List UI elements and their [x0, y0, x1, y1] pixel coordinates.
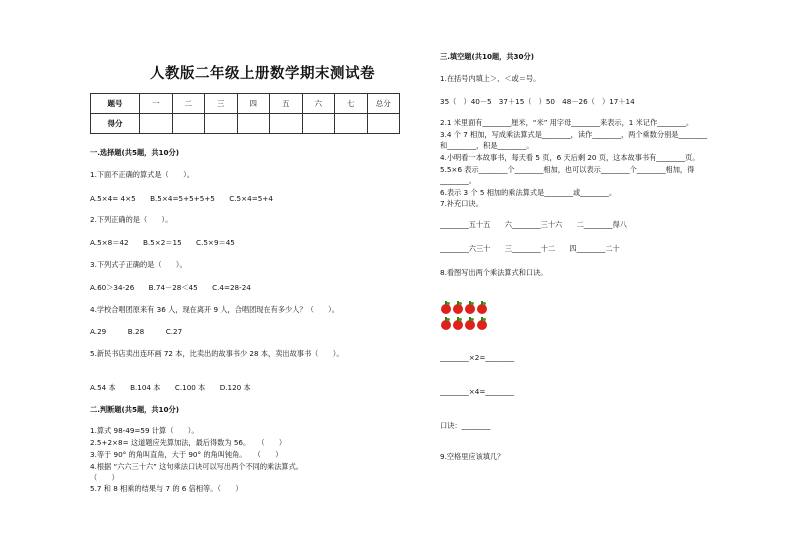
section-heading: 三.填空题(共10题，共30分) — [440, 52, 534, 61]
score-cell: 总分 — [367, 94, 400, 114]
koujue-row: ________五十五 六________三十六 二________得八 — [440, 220, 627, 229]
fill-item: 6.表示 3 个 5 相加的乘法算式是________或________。 — [440, 188, 617, 197]
score-blank — [237, 114, 270, 134]
score-cell: 三 — [205, 94, 238, 114]
koujue-blank: 口诀：________ — [440, 421, 491, 430]
equation-blank: ________×2=________ — [440, 353, 515, 362]
question-options: A.29 B.28 C.27 — [90, 327, 183, 336]
section-heading: 二.判断题(共5题，共10分) — [90, 405, 179, 414]
score-cell: 得分 — [91, 114, 140, 134]
apple-icon — [453, 320, 463, 330]
score-blank — [302, 114, 335, 134]
score-cell: 六 — [302, 94, 335, 114]
score-cell: 四 — [237, 94, 270, 114]
fill-item: 和________，积是________。 — [440, 141, 534, 150]
question-options: A.60＞34-26 B.74－28＜45 C.4=28-24 — [90, 283, 251, 292]
question-text: 4.学校合唱团原来有 36 人，现在离开 9 人，合唱团现在有多少人？（ ）。 — [90, 305, 339, 314]
apple-icon — [441, 320, 451, 330]
question-text: 1.下面不正确的算式是（ ）。 — [90, 170, 194, 179]
apple-icon — [477, 304, 487, 314]
judge-item: （ ） — [90, 473, 119, 482]
judge-item: 1.算式 98-49=59 计算（ ）。 — [90, 426, 199, 435]
judge-item: 3.等于 90° 的角叫直角，大于 90° 的角叫钝角。 （ ） — [90, 450, 283, 459]
koujue-row: ________六三十 三________十二 四________二十 — [440, 244, 620, 253]
question-options: A.5×4= 4×5 B.5×4=5+5+5+5 C.5×4=5+4 — [90, 194, 273, 203]
apple-icon — [453, 304, 463, 314]
score-blank — [270, 114, 303, 134]
fill-item: 9.空格里应该填几？ — [440, 452, 505, 461]
judge-item: 5.7 和 8 相乘的结果与 7 的 6 倍相等。（ ） — [90, 484, 243, 493]
apple-icon — [465, 304, 475, 314]
judge-item: 4.根据 “六六三十六” 这句乘法口诀可以写出两个不同的乘法算式。 — [90, 462, 303, 471]
fill-item: 3.4 个 7 相加，写成乘法算式是________，读作________，两个乘数分别是________ — [440, 130, 708, 139]
fill-item: 7.补充口诀。 — [440, 199, 483, 208]
fill-item: 2.1 米里面有________厘米，“米” 用字母________来表示，1 米记作________。 — [440, 118, 694, 127]
question-options: A.5×8＝42 B.5×2＝15 C.5×9＝45 — [90, 238, 235, 247]
score-blank — [172, 114, 205, 134]
score-cell: 一 — [140, 94, 173, 114]
score-cell: 五 — [270, 94, 303, 114]
score-cell: 二 — [172, 94, 205, 114]
section-heading: 一.选择题(共5题，共10分) — [90, 148, 179, 157]
question-options: A.54 本 B.104 本 C.100 本 D.120 本 — [90, 383, 251, 392]
score-table-score-row — [91, 114, 400, 134]
apples-figure — [441, 300, 501, 336]
equation-blank: ________×4=________ — [440, 387, 515, 396]
judge-item: 2.5+2×8= 这道题应先算加法，最后得数为 56。 （ ） — [90, 438, 287, 447]
score-table-header-row — [91, 94, 400, 114]
score-blank — [140, 114, 173, 134]
score-blank — [335, 114, 368, 134]
fill-item: 8.看图写出两个乘法算式和口诀。 — [440, 268, 548, 277]
score-cell: 题号 — [91, 94, 140, 114]
question-text: 5.新民书店卖出连环画 72 本，比卖出的故事书少 28 本，卖出故事书（ ）。 — [90, 349, 344, 358]
title: 人教版二年级上册数学期末测试卷 — [150, 66, 375, 82]
fill-item: ________。 — [440, 176, 476, 185]
score-blank — [205, 114, 238, 134]
apple-icon — [441, 304, 451, 314]
score-cell: 七 — [335, 94, 368, 114]
apple-icon — [477, 320, 487, 330]
score-table — [90, 93, 400, 134]
score-blank — [367, 114, 400, 134]
fill-item: 5.5×6 表示________个________相加，也可以表示________个________相加，得 — [440, 165, 695, 174]
question-text: 2.下列正确的是（ ）。 — [90, 215, 173, 224]
fill-item: 4.小明看一本故事书，每天看 5 页，6 天后剩 20 页，这本故事书有________页。 — [440, 153, 700, 162]
apple-icon — [465, 320, 475, 330]
question-text: 3.下列式子正确的是（ ）。 — [90, 260, 187, 269]
fill-item: 1.在括号内填上＞、＜或＝号。 — [440, 74, 541, 83]
fill-item: 35（ ）40－5 37＋15（ ）50 48－26（ ）17＋14 — [440, 97, 635, 106]
